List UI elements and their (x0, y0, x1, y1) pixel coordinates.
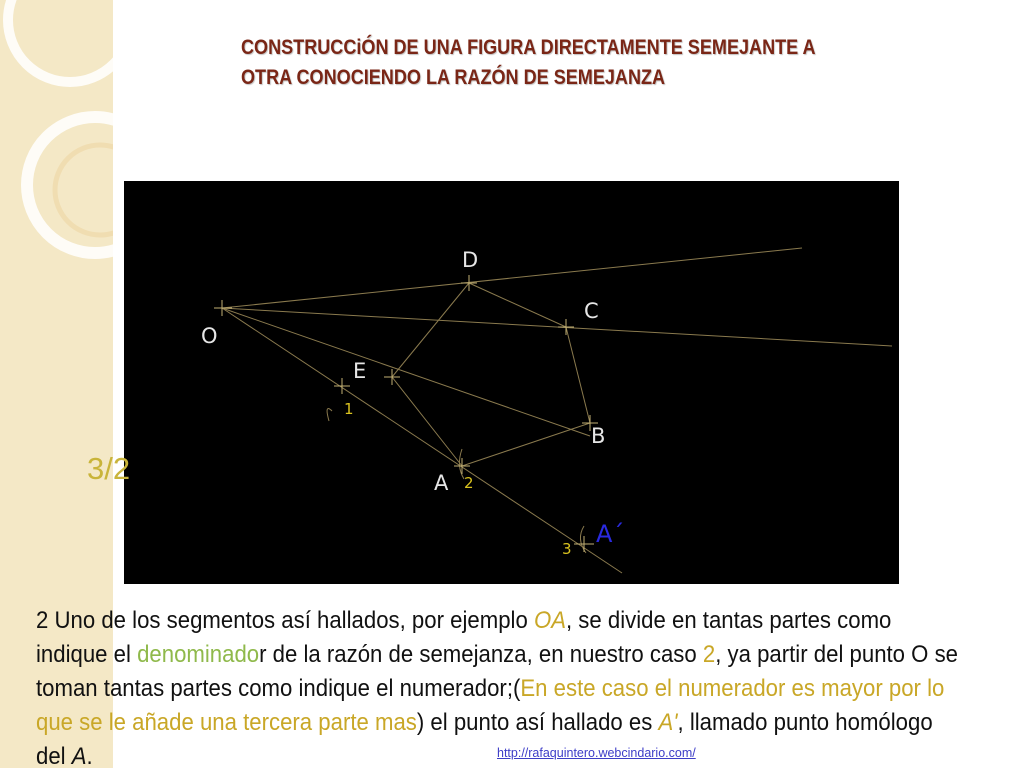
description-text: , se divide en tantas partes como (565, 607, 892, 634)
ray-from-o-through-c (222, 308, 892, 346)
point-c-marker (558, 319, 574, 335)
source-link[interactable]: http://rafaquintero.webcindario.com/ (497, 746, 696, 760)
segment-dc (469, 283, 566, 327)
description-highlight-two: 2 (702, 641, 716, 668)
description-highlight-extra-part: que se le añade una tercera parte mas (36, 709, 417, 736)
point-a-marker (454, 458, 470, 474)
slide-title-line-1: CONSTRUCCiÓN DE UNA FIGURA DIRECTAMENTE SEMEJANTE A (241, 36, 816, 59)
description-text: r de la razón de semejanza, en nuestro caso (259, 641, 703, 668)
segment-cb (566, 327, 590, 423)
division-label-3: 3 (562, 540, 572, 558)
point-label-d: D (462, 248, 479, 272)
ray-from-o-through-b (222, 308, 590, 436)
description-text: . (86, 743, 93, 770)
description-point-a: A (71, 743, 87, 770)
similarity-ratio-label: 3/2 (87, 451, 131, 486)
description-text: indique el (36, 641, 138, 668)
description-highlight-numerator-note: En este caso el numerador es mayor por lo (520, 675, 945, 702)
point-label-e: E (353, 359, 367, 383)
description-text: 2 Uno de los segmentos así hallados, por ejemplo (36, 607, 534, 634)
slide-title (241, 33, 895, 93)
description-text: , ya partir del punto O se (715, 641, 958, 668)
point-o-marker (214, 300, 232, 316)
construction-diagram-canvas (124, 181, 899, 584)
point-a-prime-marker (574, 536, 594, 552)
description-highlight-a-prime: A' (658, 709, 678, 736)
description-highlight-denominator: denominado (137, 641, 260, 668)
segment-ba (462, 423, 590, 466)
description-line-5 (36, 740, 918, 774)
description-text: , llamado punto homólogo (677, 709, 933, 736)
description-line-4 (36, 706, 933, 740)
description-text: del (36, 743, 72, 770)
division-label-1: 1 (344, 400, 354, 418)
point-label-a: A (434, 471, 449, 495)
description-highlight-oa: OA (533, 607, 566, 634)
description-line-2 (36, 638, 958, 672)
division-label-2: 2 (464, 474, 474, 492)
point-label-o: O (201, 324, 218, 348)
description-line-1 (36, 604, 918, 638)
decorative-ring-top (8, 0, 113, 82)
ray-from-o-through-a (222, 308, 625, 573)
compass-arc-1 (327, 409, 332, 421)
point-label-b: B (591, 424, 606, 448)
slide-title-line-2: OTRA CONOCIENDO LA RAZÓN DE SEMEJANZA (241, 66, 666, 89)
point-d-marker (461, 275, 477, 291)
point-label-a-prime: A´ (596, 520, 625, 548)
description-text: ) el punto así hallado es (416, 709, 659, 736)
decorative-ring-inner (55, 145, 113, 235)
description-paragraph (36, 604, 958, 774)
segment-ae (392, 377, 462, 466)
point-label-c: C (584, 299, 599, 323)
ray-from-o-through-d (222, 248, 802, 308)
point-e-marker (384, 369, 400, 385)
description-line-3 (36, 672, 945, 706)
construction-diagram (124, 181, 899, 584)
description-text: toman tantas partes como indique el numerador;( (36, 675, 521, 702)
segment-ed (392, 283, 469, 377)
